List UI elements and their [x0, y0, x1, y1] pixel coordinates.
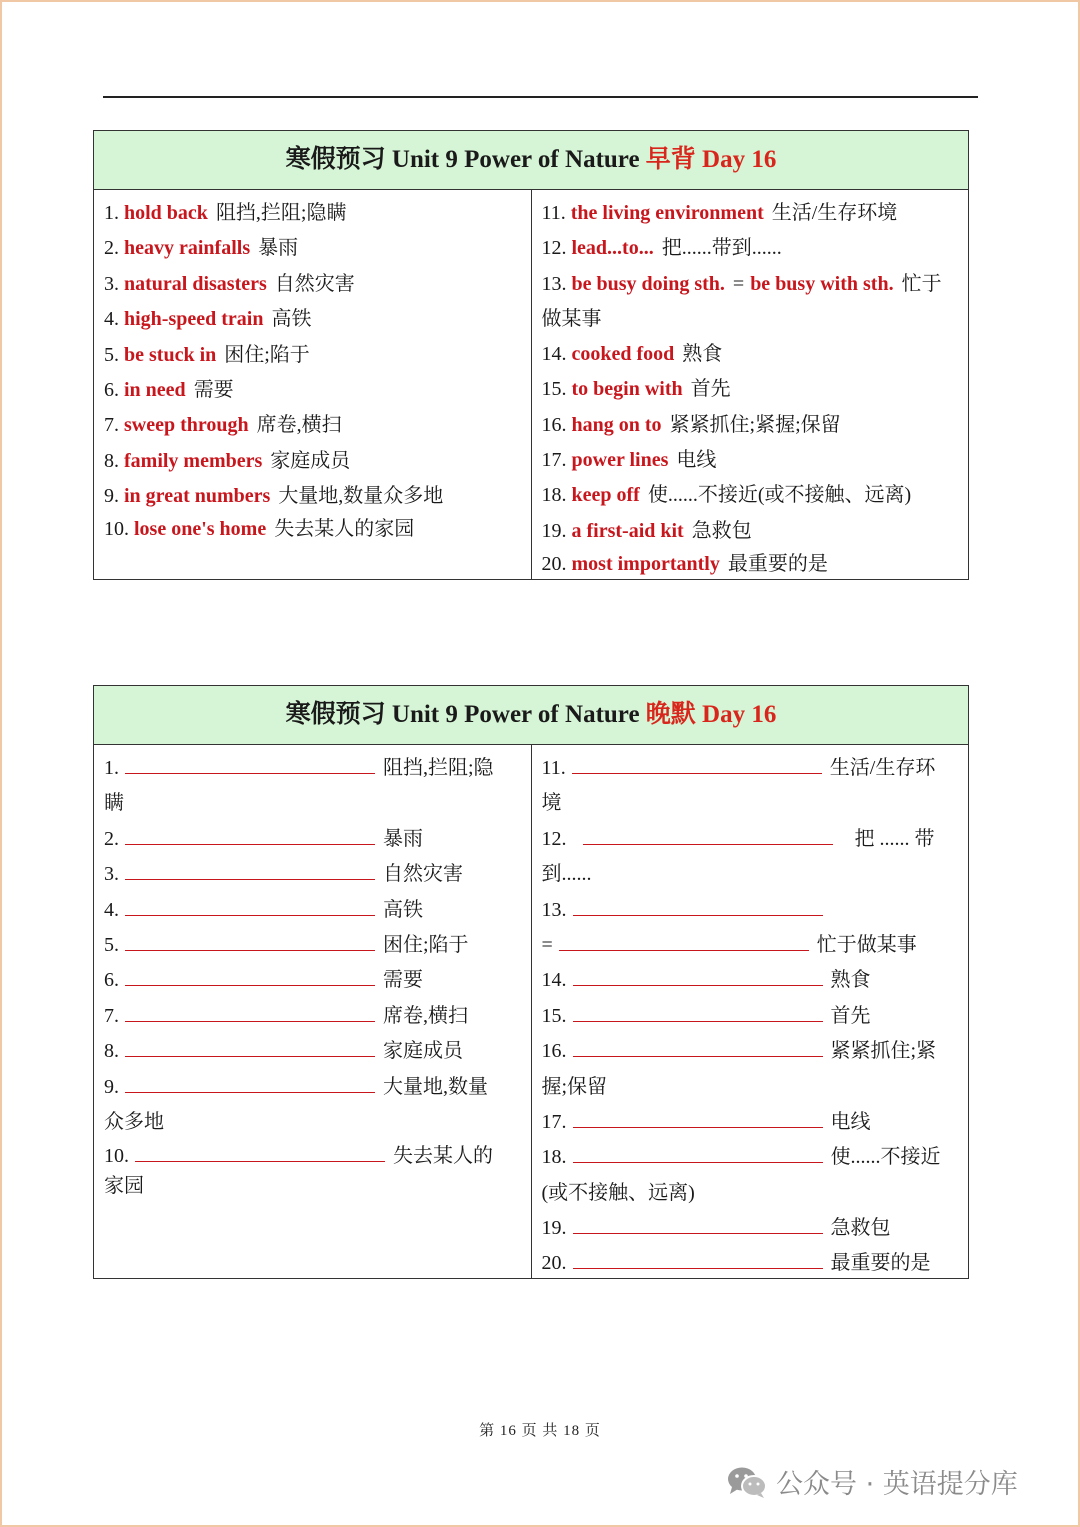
list-item: 20. 最重要的是 [542, 1247, 959, 1278]
list-item: 4. 高铁 [104, 893, 521, 928]
right-column [531, 190, 969, 580]
list-item: 20. most importantly 最重要的是 [541, 553, 828, 576]
answer-blank[interactable] [125, 752, 375, 774]
list-item: 10. 失去某人的 [104, 1140, 521, 1171]
list-item: 11. the living environment 生活/生存环境 [541, 202, 898, 224]
list-item: 5. be stuck in 困住;陷于 [104, 343, 310, 366]
table-title [94, 131, 969, 190]
morning-review-table [93, 130, 969, 580]
list-item: 6. in need 需要 [104, 379, 234, 402]
header-rule [103, 96, 978, 98]
list-item: 2. heavy rainfalls 暴雨 [104, 237, 299, 260]
answer-blank[interactable] [573, 964, 823, 986]
left-column [94, 745, 532, 1279]
list-item: 3. 自然灾害 [104, 857, 521, 892]
list-item-continuation: 众多地 [104, 1111, 164, 1134]
list-item: 16. hang on to 紧紧抓住;紧握;保留 [541, 413, 841, 436]
list-item: 10. lose one's home 失去某人的家园 [104, 517, 415, 540]
title-day-label: 晚默 Day 16 [645, 701, 777, 728]
right-column [531, 745, 969, 1279]
answer-blank[interactable] [125, 1000, 375, 1022]
list-item: 17. 电线 [542, 1105, 959, 1140]
answer-blank[interactable] [573, 1035, 823, 1057]
list-item-continuation: 到...... [541, 863, 592, 886]
answer-blank[interactable] [573, 894, 823, 916]
list-item: 1. hold back 阻挡,拦阻;隐瞒 [104, 202, 347, 224]
list-item: 17. power lines 电线 [541, 449, 717, 472]
list-item: 14. cooked food 熟食 [541, 342, 723, 365]
list-item: 12. 把 ...... 带 [542, 822, 959, 857]
list-item: 8. 家庭成员 [104, 1034, 521, 1069]
answer-blank[interactable] [573, 1141, 823, 1163]
list-item: 16. 紧紧抓住;紧 [542, 1034, 959, 1069]
list-item: 7. sweep through 席卷,横扫 [104, 414, 342, 437]
list-item: 7. 席卷,横扫 [104, 999, 521, 1034]
answer-blank[interactable] [125, 858, 375, 880]
answer-blank[interactable] [573, 1000, 823, 1022]
title-text: 寒假预习 Unit 9 Power of Nature [285, 701, 640, 728]
list-item: 5. 困住;陷于 [104, 928, 521, 963]
list-item-continuation: 境 [541, 792, 562, 815]
list-item: 9. 大量地,数量 [104, 1070, 521, 1105]
list-item: 11. 生活/生存环 [542, 751, 959, 786]
list-item: 9. in great numbers 大量地,数量众多地 [104, 485, 444, 508]
answer-blank[interactable] [573, 1212, 823, 1234]
title-text: 寒假预习 Unit 9 Power of Nature [285, 146, 640, 173]
list-item: 15. 首先 [542, 999, 959, 1034]
evening-dictation-table [93, 685, 969, 1279]
wechat-icon [726, 1465, 768, 1499]
answer-blank[interactable] [125, 929, 375, 951]
watermark [726, 1462, 1018, 1501]
list-item: 12. lead...to... 把......带到...... [541, 237, 782, 260]
list-item: 2. 暴雨 [104, 822, 521, 857]
list-item: 15. to begin with 首先 [541, 378, 731, 401]
list-item-continuation: 家园 [104, 1175, 144, 1198]
answer-blank[interactable] [135, 1140, 385, 1162]
list-item: 13. [542, 893, 959, 928]
list-item-continuation: (或不接触、远离) [541, 1181, 695, 1204]
answer-blank[interactable] [125, 894, 375, 916]
list-item-continuation: 握;保留 [541, 1075, 608, 1098]
answer-blank[interactable] [125, 823, 375, 845]
answer-blank[interactable] [583, 823, 833, 845]
page-footer: 第 16 页 共 18 页 [479, 1423, 601, 1439]
list-item: 8. family members 家庭成员 [104, 449, 351, 472]
list-item: 19. 急救包 [542, 1211, 959, 1246]
answer-blank[interactable] [125, 1035, 375, 1057]
title-day-label: 早背 Day 16 [645, 146, 777, 173]
answer-blank[interactable] [573, 1106, 823, 1128]
list-item: 3. natural disasters 自然灾害 [104, 272, 355, 295]
list-item: 19. a first-aid kit 急救包 [541, 519, 752, 542]
answer-blank[interactable] [125, 1071, 375, 1093]
list-item: 18. keep off 使......不接近(或不接触、远离) [541, 484, 912, 507]
answer-blank[interactable] [573, 1247, 823, 1269]
list-item: 1. 阻挡,拦阻;隐 [104, 751, 521, 786]
answer-blank[interactable] [125, 964, 375, 986]
list-item: 6. 需要 [104, 963, 521, 998]
list-item-continuation: = 忙于做某事 [542, 928, 959, 963]
table-title [94, 686, 969, 745]
list-item: 4. high-speed train 高铁 [104, 308, 312, 331]
list-item: 14. 熟食 [542, 963, 959, 998]
answer-blank[interactable] [572, 752, 822, 774]
left-column [94, 190, 532, 580]
list-item: 18. 使......不接近 [542, 1140, 959, 1175]
watermark-text: 公众号 · 英语提分库 [776, 1469, 1018, 1500]
list-item-continuation: 瞒 [104, 792, 124, 815]
list-item: 13. be busy doing sth. = be busy with sth. 忙于做某事 [541, 272, 942, 330]
answer-blank[interactable] [559, 929, 809, 951]
